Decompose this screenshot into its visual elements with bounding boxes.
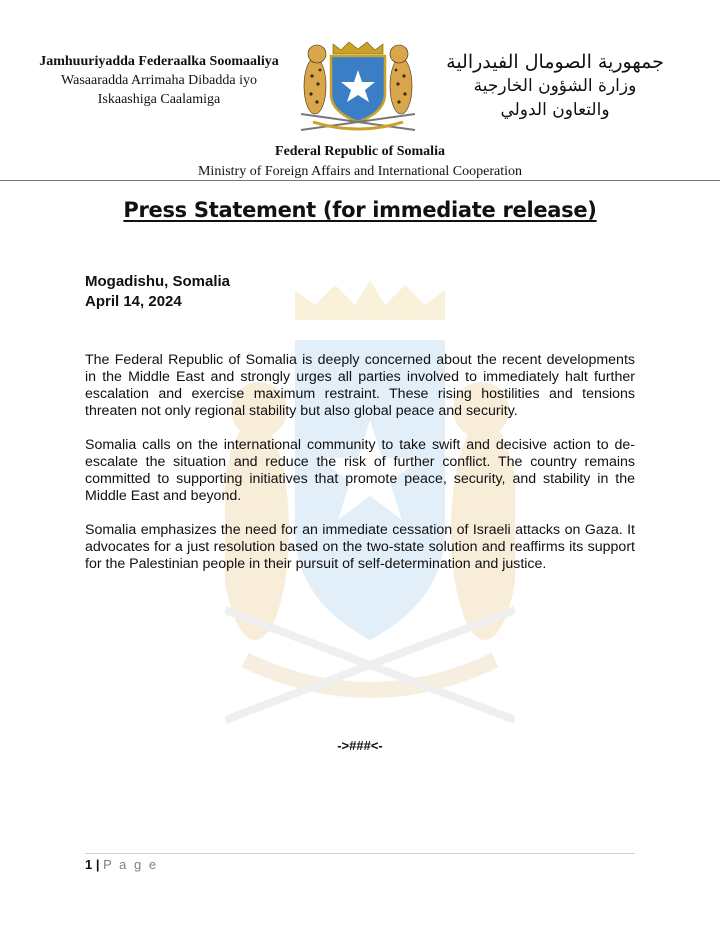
dateline <box>85 272 230 312</box>
footer-divider <box>85 853 635 854</box>
statement-body <box>85 352 635 590</box>
dateline-date: April 14, 2024 <box>85 293 182 310</box>
header-somali-line1: Jamhuuriyadda Federaalka Soomaaliya <box>39 54 279 69</box>
end-mark: ->###<- <box>337 738 383 753</box>
statement-paragraph: Somalia calls on the international community to take swift and decisive action to de-escalate the situation and reduce the risk of further conflict. The country remains committed to supporting initiatives that promote peace, security, and stability in the Middle East and beyond. <box>85 437 635 504</box>
page-number: 1 <box>85 857 93 872</box>
header-english <box>0 142 720 182</box>
statement-paragraph: Somalia emphasizes the need for an immediate cessation of Israeli attacks on Gaza. It advocates for a just resolution based on the two-state solution and reaffirms its support for the Palestinian people in their pursuit of self-determination and justice. <box>85 522 635 572</box>
statement-paragraph: The Federal Republic of Somalia is deeply concerned about the recent developments in the Middle East and strongly urges all parties involved to immediately halt further escalation and exercise maximum restraint. These rising hostilities and tensions threaten not only regional stability but also global peace and security. <box>85 352 635 419</box>
header-english-line1: Federal Republic of Somalia <box>275 144 445 159</box>
page-footer <box>85 857 158 872</box>
header-arabic-line3: والتعاون الدولي <box>500 100 610 120</box>
press-statement-title: Press Statement (for immediate release) <box>123 198 597 222</box>
dateline-place: Mogadishu, Somalia <box>85 273 231 290</box>
header-arabic-line2: وزارة الشؤون الخارجية <box>473 76 637 96</box>
header-divider <box>0 180 720 181</box>
header-arabic <box>420 50 690 122</box>
page-label: P a g e <box>103 857 159 872</box>
somalia-coat-of-arms-icon <box>293 40 423 132</box>
header-somali-line2: Wasaaradda Arrimaha Dibadda iyo <box>61 73 257 88</box>
page-separator: | <box>95 857 100 872</box>
header-somali <box>24 52 294 109</box>
header-arabic-line1: جمهورية الصومال الفيدرالية <box>446 51 664 73</box>
header-english-line2: Ministry of Foreign Affairs and International Cooperation <box>197 164 522 179</box>
header-somali-line3: Iskaashiga Caalamiga <box>97 92 221 107</box>
